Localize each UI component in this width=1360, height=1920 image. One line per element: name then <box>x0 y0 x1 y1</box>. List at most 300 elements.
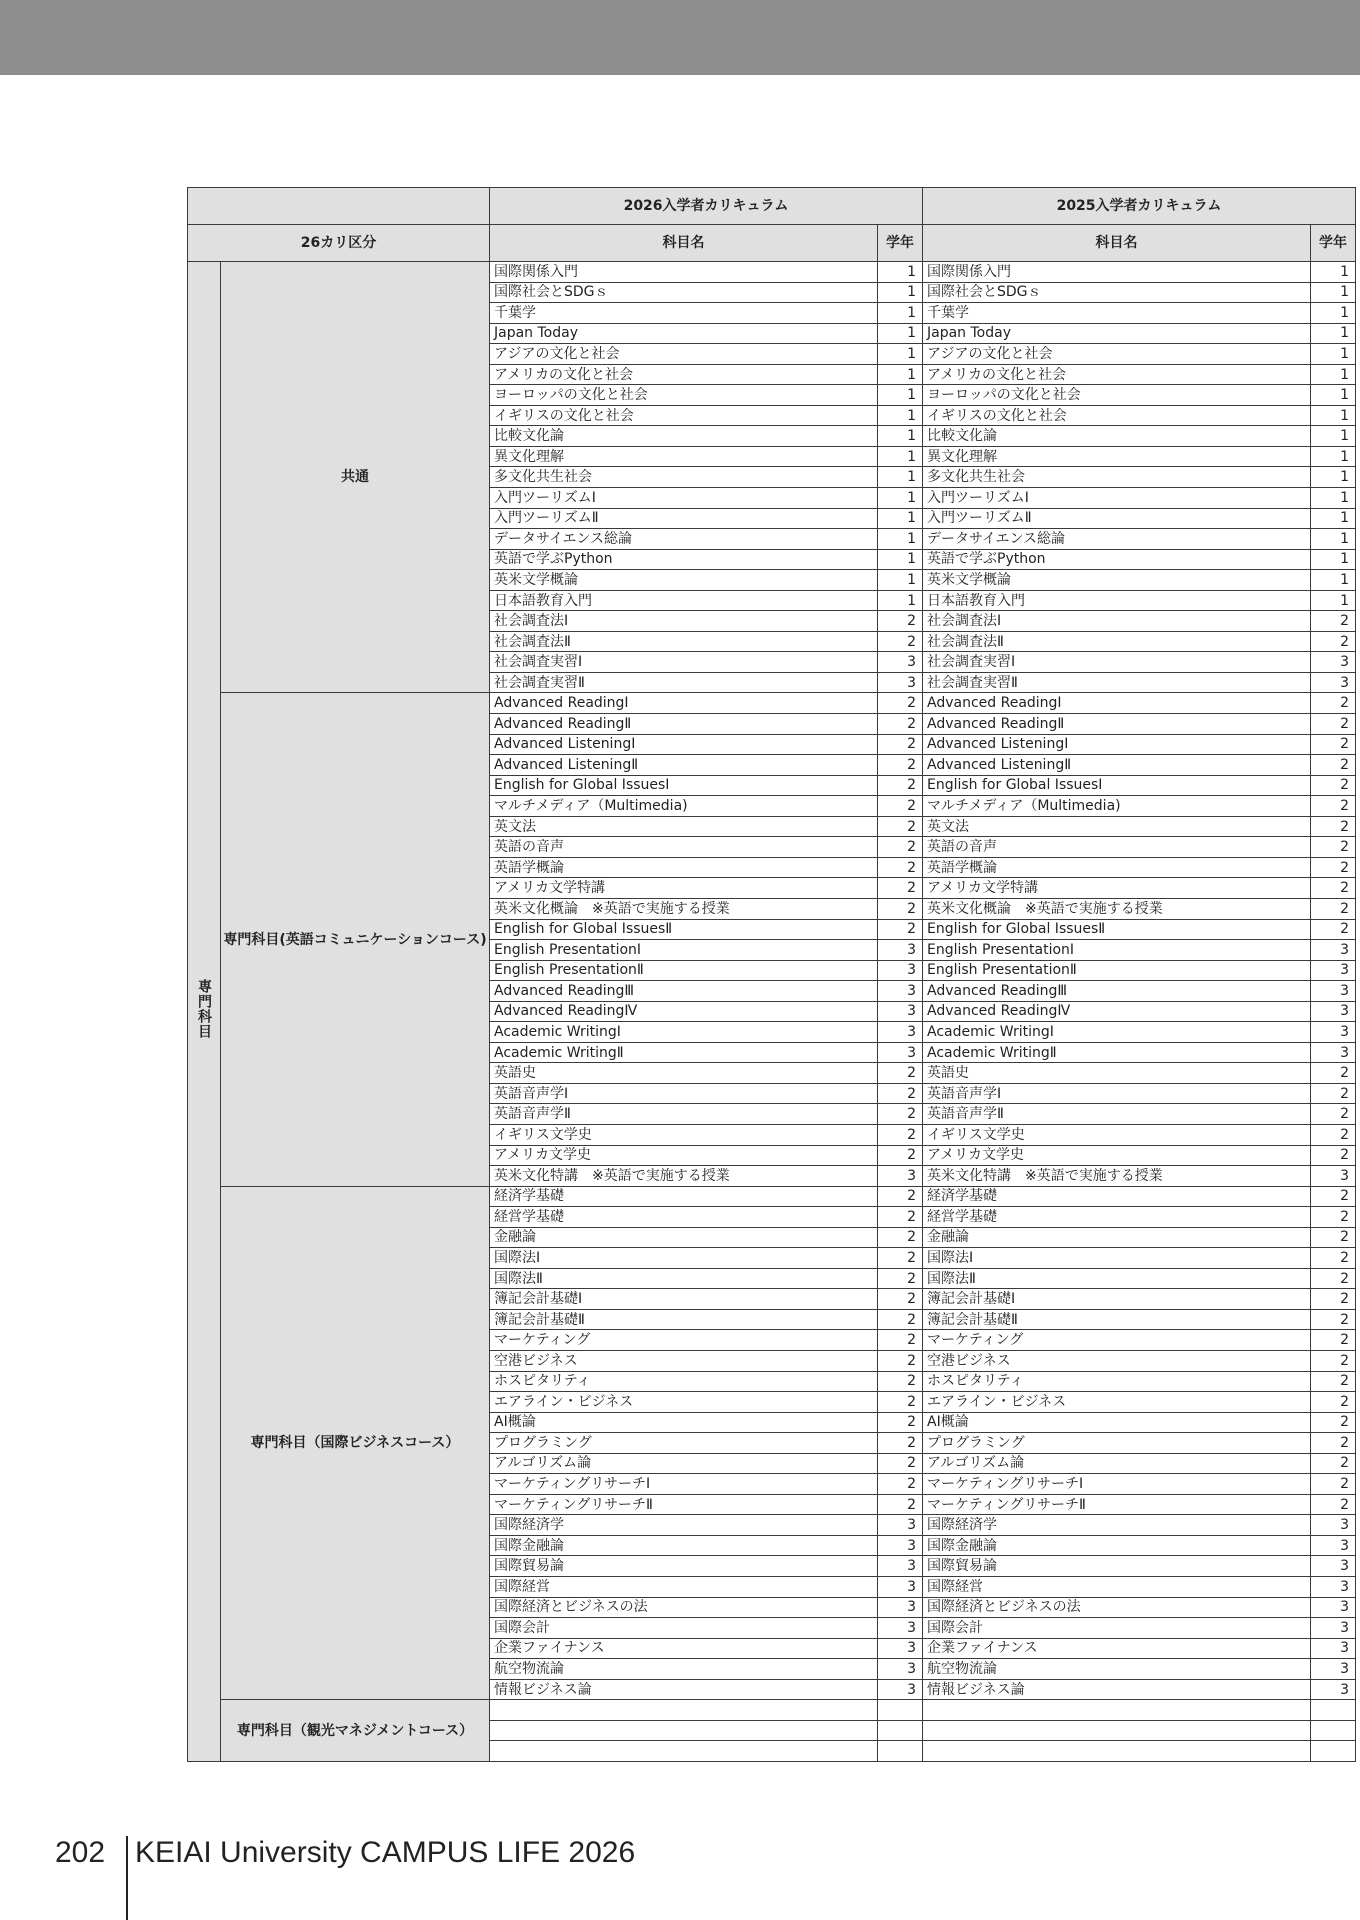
subject-2026: ホスピタリティ <box>490 1371 878 1392</box>
top-banner <box>0 0 1360 75</box>
year-2026: 2 <box>878 1412 923 1433</box>
year-2025: 2 <box>1311 1186 1356 1207</box>
subject-2025: 国際法Ⅱ <box>923 1268 1311 1289</box>
year-2025: 1 <box>1311 426 1356 447</box>
subject-2026: Advanced ReadingⅠ <box>490 693 878 714</box>
subject-2025: Academic WritingⅡ <box>923 1042 1311 1063</box>
subject-2025: アルゴリズム論 <box>923 1453 1311 1474</box>
year-2025: 2 <box>1311 816 1356 837</box>
year-2026: 2 <box>878 1124 923 1145</box>
table-row <box>188 1186 1356 1207</box>
year-2026: 2 <box>878 1248 923 1269</box>
subject-2026: 国際金融論 <box>490 1535 878 1556</box>
year-2026: 1 <box>878 508 923 529</box>
year-2025: 2 <box>1311 1124 1356 1145</box>
subject-2026: アルゴリズム論 <box>490 1453 878 1474</box>
subject-2026: 経営学基礎 <box>490 1207 878 1228</box>
year-2026: 3 <box>878 652 923 673</box>
subject-2025: 英語の音声 <box>923 837 1311 858</box>
year-2026: 3 <box>878 1597 923 1618</box>
year-2025 <box>1311 1741 1356 1762</box>
subject-2026: イギリス文学史 <box>490 1124 878 1145</box>
year-2026: 3 <box>878 1577 923 1598</box>
year-2025: 2 <box>1311 1412 1356 1433</box>
subject-2026: 社会調査法Ⅰ <box>490 611 878 632</box>
year-2025: 3 <box>1311 1597 1356 1618</box>
big-category-cell <box>188 262 221 1762</box>
subject-2025: 国際貿易論 <box>923 1556 1311 1577</box>
year-2026: 1 <box>878 303 923 324</box>
year-2026 <box>878 1700 923 1721</box>
header-subject-2025: 科目名 <box>923 225 1311 262</box>
year-2025: 3 <box>1311 1001 1356 1022</box>
subject-2025: 英語学概論 <box>923 857 1311 878</box>
subject-2025: 社会調査法Ⅱ <box>923 631 1311 652</box>
year-2026: 3 <box>878 1001 923 1022</box>
year-2025: 3 <box>1311 1659 1356 1680</box>
subject-2025 <box>923 1741 1311 1762</box>
subject-2025: 国際経営 <box>923 1577 1311 1598</box>
subject-2025: 国際会計 <box>923 1618 1311 1639</box>
year-2025: 2 <box>1311 898 1356 919</box>
year-2026: 2 <box>878 1268 923 1289</box>
year-2025: 3 <box>1311 1679 1356 1700</box>
year-2026: 3 <box>878 1638 923 1659</box>
page-number: 202 <box>55 1836 106 1869</box>
year-2026 <box>878 1741 923 1762</box>
subject-2025: English for Global IssuesⅠ <box>923 775 1311 796</box>
subject-2025: 入門ツーリズムⅡ <box>923 508 1311 529</box>
subject-2026: 英文法 <box>490 816 878 837</box>
year-2026: 1 <box>878 282 923 303</box>
year-2025: 1 <box>1311 385 1356 406</box>
year-2025: 3 <box>1311 1618 1356 1639</box>
year-2025: 2 <box>1311 1330 1356 1351</box>
subject-2026: Advanced ReadingⅣ <box>490 1001 878 1022</box>
subject-2025: データサイエンス総論 <box>923 529 1311 550</box>
year-2025 <box>1311 1720 1356 1741</box>
subject-2026: 千葉学 <box>490 303 878 324</box>
subject-2025: Advanced ReadingⅠ <box>923 693 1311 714</box>
year-2026: 1 <box>878 446 923 467</box>
year-2026: 2 <box>878 1289 923 1310</box>
year-2025: 3 <box>1311 652 1356 673</box>
year-2026: 3 <box>878 1515 923 1536</box>
year-2025: 1 <box>1311 467 1356 488</box>
subject-2025: 国際関係入門 <box>923 262 1311 283</box>
year-2025: 2 <box>1311 631 1356 652</box>
subject-2026: 国際法Ⅱ <box>490 1268 878 1289</box>
year-2026: 3 <box>878 981 923 1002</box>
year-2026: 2 <box>878 714 923 735</box>
subject-2026: エアライン・ビジネス <box>490 1392 878 1413</box>
subject-2025: ホスピタリティ <box>923 1371 1311 1392</box>
subject-2025: 経営学基礎 <box>923 1207 1311 1228</box>
year-2025: 2 <box>1311 755 1356 776</box>
header-curr-2026: 2026入学者カリキュラム <box>490 188 923 225</box>
year-2025: 3 <box>1311 981 1356 1002</box>
year-2025: 2 <box>1311 1453 1356 1474</box>
subject-2026: 国際社会とSDGｓ <box>490 282 878 303</box>
subject-2025: Advanced ReadingⅣ <box>923 1001 1311 1022</box>
year-2025: 2 <box>1311 1207 1356 1228</box>
year-2025: 3 <box>1311 1166 1356 1187</box>
subject-2026: Japan Today <box>490 323 878 344</box>
curriculum-table <box>187 187 1356 1762</box>
year-2025: 1 <box>1311 488 1356 509</box>
subject-2026: 経済学基礎 <box>490 1186 878 1207</box>
subject-2026: 国際経済学 <box>490 1515 878 1536</box>
subject-2026: 国際会計 <box>490 1618 878 1639</box>
year-2026: 3 <box>878 940 923 961</box>
year-2026: 2 <box>878 734 923 755</box>
subject-2025: アメリカの文化と社会 <box>923 364 1311 385</box>
big-category-label: 専門科目 <box>196 978 212 1039</box>
year-2025: 2 <box>1311 1248 1356 1269</box>
subject-2025: ヨーロッパの文化と社会 <box>923 385 1311 406</box>
year-2026: 3 <box>878 1618 923 1639</box>
subject-2025: 簿記会計基礎Ⅰ <box>923 1289 1311 1310</box>
footer-title: KEIAI University CAMPUS LIFE 2026 <box>135 1836 636 1869</box>
subject-2026: 英米文学概論 <box>490 570 878 591</box>
subject-2025: 情報ビジネス論 <box>923 1679 1311 1700</box>
year-2026: 2 <box>878 1392 923 1413</box>
subject-2026: English for Global IssuesⅠ <box>490 775 878 796</box>
year-2026: 2 <box>878 693 923 714</box>
year-2026: 2 <box>878 611 923 632</box>
year-2026: 1 <box>878 426 923 447</box>
year-2025: 2 <box>1311 1289 1356 1310</box>
year-2025: 3 <box>1311 1042 1356 1063</box>
subject-2025: English PresentationⅡ <box>923 960 1311 981</box>
year-2026: 2 <box>878 1350 923 1371</box>
subject-2026: 社会調査法Ⅱ <box>490 631 878 652</box>
subject-2025: 簿記会計基礎Ⅱ <box>923 1309 1311 1330</box>
year-2026: 1 <box>878 405 923 426</box>
subject-2026: 英語音声学Ⅰ <box>490 1083 878 1104</box>
subject-2026: 簿記会計基礎Ⅱ <box>490 1309 878 1330</box>
year-2026: 1 <box>878 344 923 365</box>
subject-2025: 経済学基礎 <box>923 1186 1311 1207</box>
subject-2025: アジアの文化と社会 <box>923 344 1311 365</box>
year-2026: 2 <box>878 878 923 899</box>
year-2026: 2 <box>878 755 923 776</box>
year-2026: 2 <box>878 1063 923 1084</box>
year-2026: 2 <box>878 1104 923 1125</box>
year-2025: 3 <box>1311 1577 1356 1598</box>
subject-2025: 国際経済学 <box>923 1515 1311 1536</box>
year-2025: 2 <box>1311 775 1356 796</box>
subject-2026: イギリスの文化と社会 <box>490 405 878 426</box>
subject-2025: 航空物流論 <box>923 1659 1311 1680</box>
year-2025: 1 <box>1311 282 1356 303</box>
year-2025: 2 <box>1311 1083 1356 1104</box>
subject-2025: アメリカ文学史 <box>923 1145 1311 1166</box>
subject-2026: 金融論 <box>490 1227 878 1248</box>
year-2025: 2 <box>1311 1350 1356 1371</box>
year-2025: 2 <box>1311 693 1356 714</box>
subject-2026: 英米文化特講 ※英語で実施する授業 <box>490 1166 878 1187</box>
year-2026: 2 <box>878 1494 923 1515</box>
subject-2026: Advanced ListeningⅠ <box>490 734 878 755</box>
year-2026: 2 <box>878 1227 923 1248</box>
subject-2026 <box>490 1741 878 1762</box>
year-2026: 2 <box>878 1083 923 1104</box>
subject-2026: 情報ビジネス論 <box>490 1679 878 1700</box>
year-2026: 3 <box>878 672 923 693</box>
year-2026: 2 <box>878 631 923 652</box>
subject-2026: マルチメディア（Multimedia) <box>490 796 878 817</box>
subject-2025: AI概論 <box>923 1412 1311 1433</box>
year-2025: 3 <box>1311 1556 1356 1577</box>
subject-2026: Advanced ReadingⅢ <box>490 981 878 1002</box>
subject-2025: 英語音声学Ⅰ <box>923 1083 1311 1104</box>
year-2025: 3 <box>1311 672 1356 693</box>
year-2026: 1 <box>878 549 923 570</box>
year-2026: 2 <box>878 919 923 940</box>
year-2025: 2 <box>1311 714 1356 735</box>
year-2025: 1 <box>1311 529 1356 550</box>
year-2026: 1 <box>878 467 923 488</box>
year-2025: 3 <box>1311 940 1356 961</box>
year-2025: 2 <box>1311 1309 1356 1330</box>
year-2025: 2 <box>1311 1494 1356 1515</box>
subject-2025: English PresentationⅠ <box>923 940 1311 961</box>
subject-2026: 国際貿易論 <box>490 1556 878 1577</box>
year-2025: 2 <box>1311 1063 1356 1084</box>
year-2025: 2 <box>1311 1433 1356 1454</box>
subject-2025: 国際社会とSDGｓ <box>923 282 1311 303</box>
table-row <box>188 693 1356 714</box>
subject-2026: English PresentationⅡ <box>490 960 878 981</box>
year-2025: 2 <box>1311 857 1356 878</box>
header-curr-2025: 2025入学者カリキュラム <box>923 188 1356 225</box>
subject-2025: エアライン・ビジネス <box>923 1392 1311 1413</box>
year-2025: 2 <box>1311 1104 1356 1125</box>
subject-2026: 社会調査実習Ⅱ <box>490 672 878 693</box>
subject-2025: 空港ビジネス <box>923 1350 1311 1371</box>
subject-2026: アメリカ文学特講 <box>490 878 878 899</box>
year-2026: 3 <box>878 1042 923 1063</box>
year-2026 <box>878 1720 923 1741</box>
subject-2025: 企業ファイナンス <box>923 1638 1311 1659</box>
table-row <box>188 262 1356 283</box>
subject-2025: Advanced ListeningⅡ <box>923 755 1311 776</box>
year-2025: 2 <box>1311 919 1356 940</box>
subject-2026: Advanced ListeningⅡ <box>490 755 878 776</box>
subject-2025: マルチメディア（Multimedia) <box>923 796 1311 817</box>
year-2026: 2 <box>878 1371 923 1392</box>
subject-2026: データサイエンス総論 <box>490 529 878 550</box>
year-2026: 1 <box>878 570 923 591</box>
subject-2026: 英語史 <box>490 1063 878 1084</box>
subject-2026: 入門ツーリズムⅡ <box>490 508 878 529</box>
subject-2026: マーケティングリサーチⅠ <box>490 1474 878 1495</box>
year-2026: 1 <box>878 385 923 406</box>
year-2025: 3 <box>1311 1515 1356 1536</box>
subject-2025: Academic WritingⅠ <box>923 1022 1311 1043</box>
subject-2025: 金融論 <box>923 1227 1311 1248</box>
subject-2026: マーケティング <box>490 1330 878 1351</box>
header-subject-2026: 科目名 <box>490 225 878 262</box>
subject-2026: 英語音声学Ⅱ <box>490 1104 878 1125</box>
subject-2026: Academic WritingⅠ <box>490 1022 878 1043</box>
year-2025: 1 <box>1311 344 1356 365</box>
year-2025: 2 <box>1311 1392 1356 1413</box>
year-2025: 1 <box>1311 323 1356 344</box>
subject-2025: 英米文化概論 ※英語で実施する授業 <box>923 898 1311 919</box>
year-2025: 2 <box>1311 1268 1356 1289</box>
subject-2025: 英語で学ぶPython <box>923 549 1311 570</box>
subject-2026: 空港ビジネス <box>490 1350 878 1371</box>
subject-2026: アメリカ文学史 <box>490 1145 878 1166</box>
year-2025: 1 <box>1311 570 1356 591</box>
subject-2025: マーケティングリサーチⅠ <box>923 1474 1311 1495</box>
year-2026: 2 <box>878 1309 923 1330</box>
subject-2025: 日本語教育入門 <box>923 590 1311 611</box>
subject-2026 <box>490 1720 878 1741</box>
year-2026: 2 <box>878 1453 923 1474</box>
subject-2025: プログラミング <box>923 1433 1311 1454</box>
year-2026: 2 <box>878 837 923 858</box>
header-category: 26カリ区分 <box>188 225 490 262</box>
subject-2025: 国際法Ⅰ <box>923 1248 1311 1269</box>
subject-2026: 国際経営 <box>490 1577 878 1598</box>
table-row <box>188 1700 1356 1721</box>
year-2025: 3 <box>1311 1022 1356 1043</box>
year-2025: 2 <box>1311 1227 1356 1248</box>
header-year-2026: 学年 <box>878 225 923 262</box>
subject-2025 <box>923 1700 1311 1721</box>
year-2025: 1 <box>1311 446 1356 467</box>
subject-2026: 英語学概論 <box>490 857 878 878</box>
year-2025: 2 <box>1311 734 1356 755</box>
subject-2026: 日本語教育入門 <box>490 590 878 611</box>
category-cell: 専門科目(英語コミュニケーションコース) <box>221 693 490 1186</box>
subject-2026: 英語で学ぶPython <box>490 549 878 570</box>
year-2026: 3 <box>878 1679 923 1700</box>
subject-2025: Advanced ListeningⅠ <box>923 734 1311 755</box>
subject-2026: 国際経済とビジネスの法 <box>490 1597 878 1618</box>
subject-2025: 英米文化特講 ※英語で実施する授業 <box>923 1166 1311 1187</box>
year-2025: 1 <box>1311 590 1356 611</box>
category-cell: 共通 <box>221 262 490 693</box>
subject-2025: 国際経済とビジネスの法 <box>923 1597 1311 1618</box>
year-2026: 2 <box>878 1474 923 1495</box>
subject-2025: アメリカ文学特講 <box>923 878 1311 899</box>
year-2026: 2 <box>878 1145 923 1166</box>
subject-2026: 国際関係入門 <box>490 262 878 283</box>
subject-2026: アメリカの文化と社会 <box>490 364 878 385</box>
year-2026: 3 <box>878 1166 923 1187</box>
subject-2026 <box>490 1700 878 1721</box>
subject-2026: ヨーロッパの文化と社会 <box>490 385 878 406</box>
subject-2025: 国際金融論 <box>923 1535 1311 1556</box>
subject-2026: 比較文化論 <box>490 426 878 447</box>
year-2025: 3 <box>1311 960 1356 981</box>
header-blank <box>188 188 490 225</box>
header-row-columns <box>188 225 1356 262</box>
year-2025: 2 <box>1311 1145 1356 1166</box>
subject-2026: 社会調査実習Ⅰ <box>490 652 878 673</box>
subject-2026: 簿記会計基礎Ⅰ <box>490 1289 878 1310</box>
year-2026: 1 <box>878 590 923 611</box>
subject-2026: English for Global IssuesⅡ <box>490 919 878 940</box>
year-2026: 2 <box>878 816 923 837</box>
subject-2025: 多文化共生社会 <box>923 467 1311 488</box>
year-2025: 3 <box>1311 1535 1356 1556</box>
subject-2026: English PresentationⅠ <box>490 940 878 961</box>
category-cell: 専門科目（観光マネジメントコース） <box>221 1700 490 1762</box>
subject-2026: Academic WritingⅡ <box>490 1042 878 1063</box>
year-2026: 2 <box>878 857 923 878</box>
subject-2025: 英文法 <box>923 816 1311 837</box>
category-cell: 専門科目（国際ビジネスコース） <box>221 1186 490 1700</box>
subject-2025: Advanced ReadingⅢ <box>923 981 1311 1002</box>
year-2026: 3 <box>878 1022 923 1043</box>
year-2025: 1 <box>1311 549 1356 570</box>
year-2026: 1 <box>878 323 923 344</box>
subject-2025: マーケティング <box>923 1330 1311 1351</box>
subject-2025: 異文化理解 <box>923 446 1311 467</box>
year-2026: 2 <box>878 898 923 919</box>
subject-2026: プログラミング <box>490 1433 878 1454</box>
header-row-curricula <box>188 188 1356 225</box>
subject-2025: 千葉学 <box>923 303 1311 324</box>
year-2025: 2 <box>1311 611 1356 632</box>
year-2025: 2 <box>1311 1371 1356 1392</box>
year-2025: 1 <box>1311 262 1356 283</box>
subject-2025: 社会調査実習Ⅱ <box>923 672 1311 693</box>
year-2026: 1 <box>878 364 923 385</box>
year-2026: 3 <box>878 960 923 981</box>
year-2026: 2 <box>878 1186 923 1207</box>
subject-2026: Advanced ReadingⅡ <box>490 714 878 735</box>
subject-2025: マーケティングリサーチⅡ <box>923 1494 1311 1515</box>
year-2026: 1 <box>878 488 923 509</box>
year-2025: 3 <box>1311 1638 1356 1659</box>
year-2025 <box>1311 1700 1356 1721</box>
year-2026: 2 <box>878 796 923 817</box>
header-year-2025: 学年 <box>1311 225 1356 262</box>
subject-2026: 英米文化概論 ※英語で実施する授業 <box>490 898 878 919</box>
subject-2026: 航空物流論 <box>490 1659 878 1680</box>
subject-2025: 比較文化論 <box>923 426 1311 447</box>
year-2025: 2 <box>1311 878 1356 899</box>
subject-2026: 入門ツーリズムⅠ <box>490 488 878 509</box>
page-footer <box>0 1820 1360 1920</box>
year-2026: 3 <box>878 1556 923 1577</box>
year-2025: 1 <box>1311 303 1356 324</box>
subject-2025: 入門ツーリズムⅠ <box>923 488 1311 509</box>
subject-2025: 社会調査実習Ⅰ <box>923 652 1311 673</box>
year-2025: 1 <box>1311 405 1356 426</box>
subject-2025: 英語音声学Ⅱ <box>923 1104 1311 1125</box>
subject-2026: アジアの文化と社会 <box>490 344 878 365</box>
subject-2025: イギリスの文化と社会 <box>923 405 1311 426</box>
year-2026: 2 <box>878 1433 923 1454</box>
subject-2026: 異文化理解 <box>490 446 878 467</box>
subject-2025: Japan Today <box>923 323 1311 344</box>
year-2026: 3 <box>878 1659 923 1680</box>
curriculum-body <box>188 262 1356 1762</box>
subject-2025: English for Global IssuesⅡ <box>923 919 1311 940</box>
year-2025: 1 <box>1311 508 1356 529</box>
year-2025: 1 <box>1311 364 1356 385</box>
year-2026: 3 <box>878 1535 923 1556</box>
subject-2025: Advanced ReadingⅡ <box>923 714 1311 735</box>
subject-2026: 多文化共生社会 <box>490 467 878 488</box>
